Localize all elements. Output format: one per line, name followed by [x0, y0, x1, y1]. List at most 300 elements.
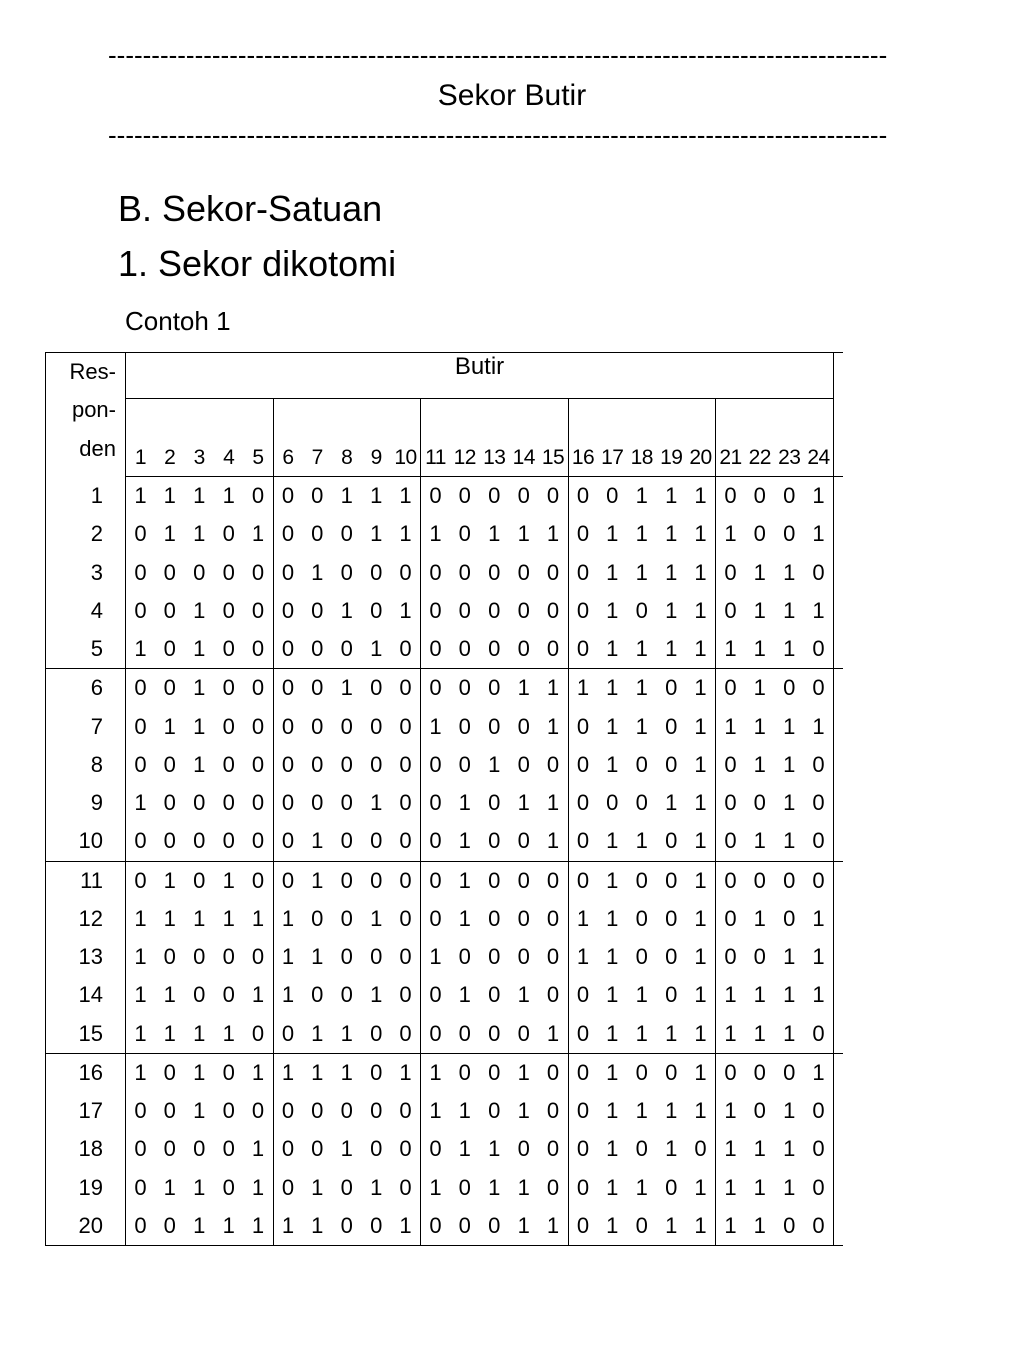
score-cell: 0: [163, 828, 176, 854]
score-cell: 0: [716, 1053, 746, 1092]
score-cell: 1: [222, 905, 235, 931]
score-cell: 1: [421, 938, 451, 976]
score-cell: 0: [627, 861, 657, 900]
score-cell: 0: [783, 521, 796, 547]
table-row: [46, 1015, 843, 1054]
score-cell: 0: [421, 976, 451, 1014]
score-cell: 0: [458, 597, 471, 623]
item-number-header: 22: [745, 439, 775, 477]
table-row: [46, 1092, 843, 1130]
score-cell: 0: [273, 861, 303, 900]
item-number-header: 1: [126, 439, 156, 477]
score-cell: 0: [568, 746, 598, 784]
item-number-header: 2: [155, 439, 185, 477]
score-cell: 0: [421, 669, 451, 708]
score-cell: 1: [311, 559, 324, 585]
table-edge: [834, 784, 843, 822]
table-edge: [834, 1207, 843, 1246]
table-row: [46, 1207, 843, 1246]
score-cell: 0: [362, 861, 392, 900]
score-cell: 1: [568, 938, 598, 976]
score-cell: 0: [421, 592, 451, 630]
item-number-header: 18: [627, 439, 657, 477]
score-cell: 0: [399, 790, 412, 816]
score-cell: 0: [488, 597, 501, 623]
score-cell: 1: [812, 944, 825, 970]
score-cell: 1: [488, 751, 501, 777]
respondent-header-line: den: [79, 435, 116, 461]
score-cell: 1: [753, 905, 766, 931]
score-cell: 1: [163, 982, 176, 1008]
score-cell: 1: [458, 790, 471, 816]
score-cell: 0: [716, 477, 746, 516]
score-cell: 0: [193, 790, 206, 816]
score-cell: 1: [753, 559, 766, 585]
score-cell: 1: [635, 521, 648, 547]
score-cell: 0: [421, 784, 451, 822]
score-cell: 0: [311, 483, 324, 509]
score-cell: 0: [716, 592, 746, 630]
table-edge: [834, 515, 843, 553]
score-cell: 1: [606, 559, 619, 585]
table-row: [46, 669, 843, 708]
score-cell: 0: [665, 751, 678, 777]
score-cell: 1: [421, 515, 451, 553]
score-cell: 1: [665, 597, 678, 623]
score-cell: 1: [303, 1207, 333, 1246]
score-cell: 1: [783, 1174, 796, 1200]
score-cell: 1: [783, 982, 796, 1008]
respondent-number: 1: [46, 477, 126, 516]
score-cell: 0: [546, 1098, 560, 1124]
dashed-rule-bottom: ------------------------------------------------------------------------------------------: [108, 120, 888, 150]
score-cell: 0: [716, 554, 746, 592]
score-cell: 1: [539, 669, 569, 708]
score-cell: 0: [568, 1130, 598, 1168]
score-cell: 0: [568, 1207, 598, 1246]
score-cell: 0: [251, 713, 265, 739]
score-cell: 0: [222, 828, 235, 854]
score-cell: 0: [568, 1015, 598, 1054]
score-cell: 1: [716, 515, 746, 553]
score-cell: 0: [273, 477, 303, 516]
header-spacer: [627, 399, 657, 440]
respondent-header: [46, 353, 126, 477]
score-cell: 1: [568, 669, 598, 708]
header-spacer: [598, 399, 628, 440]
table-edge: [834, 976, 843, 1014]
score-cell: 0: [340, 521, 353, 547]
score-cell: 0: [488, 905, 501, 931]
table-edge: [834, 708, 843, 746]
score-cell: 0: [753, 483, 766, 509]
score-cell: 0: [126, 861, 156, 900]
score-cell: 1: [244, 1207, 274, 1246]
score-cell: 0: [391, 861, 421, 900]
score-cell: 0: [222, 790, 235, 816]
score-cell: 0: [753, 944, 766, 970]
score-cell: 0: [450, 669, 480, 708]
score-cell: 0: [399, 828, 412, 854]
score-cell: 0: [568, 822, 598, 861]
score-cell: 1: [606, 944, 619, 970]
score-cell: 1: [665, 483, 678, 509]
score-cell: 0: [665, 1174, 678, 1200]
score-cell: 0: [399, 1174, 412, 1200]
score-cell: 1: [546, 713, 560, 739]
score-cell: 1: [598, 669, 628, 708]
score-cell: 0: [311, 751, 324, 777]
score-cell: 0: [251, 1098, 265, 1124]
score-cell: 0: [222, 944, 235, 970]
score-cell: 1: [332, 669, 362, 708]
score-cell: 0: [340, 944, 353, 970]
score-cell: 0: [568, 784, 598, 822]
score-cell: 0: [155, 1207, 185, 1246]
score-cell: 0: [546, 751, 560, 777]
score-cell: 1: [488, 521, 501, 547]
score-cell: 0: [163, 751, 176, 777]
score-cell: 0: [627, 1053, 657, 1092]
score-cell: 0: [303, 669, 333, 708]
score-cell: 1: [745, 1207, 775, 1246]
score-cell: 0: [716, 861, 746, 900]
header-spacer: [716, 399, 746, 440]
table-row: [46, 477, 843, 516]
score-cell: 1: [686, 669, 716, 708]
score-cell: 0: [362, 1053, 392, 1092]
table-row: [46, 900, 843, 938]
respondent-number: 2: [46, 515, 126, 553]
score-cell: 1: [783, 1136, 796, 1162]
score-cell: 1: [134, 905, 147, 931]
score-cell: 0: [812, 636, 825, 662]
table-edge: [834, 439, 843, 477]
score-cell: 0: [657, 669, 687, 708]
table-edge: [834, 592, 843, 630]
score-cell: 1: [753, 636, 766, 662]
item-number-header: 11: [421, 439, 451, 477]
score-cell: 0: [163, 1136, 176, 1162]
score-cell: 0: [753, 521, 766, 547]
score-cell: 1: [606, 636, 619, 662]
score-cell: 0: [421, 822, 451, 861]
score-cell: 1: [311, 1174, 324, 1200]
score-cell: 0: [391, 669, 421, 708]
score-cell: 1: [716, 1092, 746, 1130]
score-cell: 0: [222, 751, 235, 777]
score-cell: 0: [635, 790, 648, 816]
score-cell: 0: [185, 861, 215, 900]
score-cell: 1: [193, 751, 206, 777]
score-cell: 0: [606, 790, 619, 816]
score-cell: 0: [716, 784, 746, 822]
header-spacer: [745, 399, 775, 440]
score-cell: 0: [273, 515, 303, 553]
table-edge: [834, 399, 843, 440]
score-cell: 0: [273, 746, 303, 784]
score-cell: 1: [665, 521, 678, 547]
score-cell: 1: [783, 597, 796, 623]
score-cell: 1: [598, 861, 628, 900]
score-cell: 0: [163, 944, 176, 970]
score-cell: 1: [635, 1020, 648, 1046]
score-cell: 1: [716, 630, 746, 669]
score-cell: 1: [694, 1174, 707, 1200]
score-cell: 0: [370, 751, 383, 777]
score-cell: 1: [193, 1098, 206, 1124]
score-cell: 1: [193, 483, 206, 509]
score-cell: 1: [635, 1174, 648, 1200]
score-cell: 1: [517, 1098, 530, 1124]
score-cell: 1: [694, 559, 707, 585]
item-number-header: 9: [362, 439, 392, 477]
header-spacer: [686, 399, 716, 440]
score-cell: 0: [251, 636, 265, 662]
score-cell: 0: [163, 790, 176, 816]
table-edge: [834, 669, 843, 708]
score-cell: 1: [134, 790, 147, 816]
score-cell: 1: [370, 1174, 383, 1200]
score-cell: 0: [370, 1098, 383, 1124]
score-cell: 0: [370, 1136, 383, 1162]
score-cell: 1: [303, 861, 333, 900]
score-cell: 1: [517, 1174, 530, 1200]
score-cell: 0: [568, 1053, 598, 1092]
score-cell: 0: [568, 1092, 598, 1130]
score-cell: 1: [399, 483, 412, 509]
header-spacer: [421, 399, 451, 440]
score-cell: 1: [694, 905, 707, 931]
score-cell: 0: [665, 982, 678, 1008]
score-cell: 0: [134, 521, 147, 547]
table-edge: [834, 938, 843, 976]
item-number-header: 20: [686, 439, 716, 477]
score-cell: 1: [694, 636, 707, 662]
score-cell: 0: [251, 483, 265, 509]
score-cell: 0: [370, 1020, 383, 1046]
score-cell: 0: [251, 751, 265, 777]
header-spacer: [303, 399, 333, 440]
score-cell: 0: [311, 713, 324, 739]
score-cell: 0: [273, 1092, 303, 1130]
score-cell: 1: [753, 982, 766, 1008]
score-cell: 0: [134, 559, 147, 585]
score-cell: 1: [694, 1020, 707, 1046]
section-heading: B. Sekor-Satuan: [118, 188, 383, 229]
score-cell: 0: [421, 554, 451, 592]
score-cell: 1: [694, 521, 707, 547]
score-cell: 1: [251, 521, 265, 547]
score-cell: 0: [480, 669, 510, 708]
score-cell: 0: [214, 669, 244, 708]
score-cell: 0: [546, 944, 560, 970]
score-cell: 1: [694, 790, 707, 816]
score-cell: 0: [488, 636, 501, 662]
score-cell: 0: [273, 1130, 303, 1168]
score-cell: 1: [635, 828, 648, 854]
respondent-number: 13: [46, 938, 126, 976]
item-number-header: 15: [539, 439, 569, 477]
score-cell: 0: [517, 944, 530, 970]
score-cell: 1: [517, 521, 530, 547]
score-cell: 1: [627, 669, 657, 708]
score-cell: 1: [783, 1020, 796, 1046]
score-cell: 0: [421, 1207, 451, 1246]
score-cell: 1: [458, 1098, 471, 1124]
score-cell: 0: [812, 559, 825, 585]
score-cell: 0: [458, 944, 471, 970]
score-cell: 1: [812, 521, 825, 547]
score-cell: 0: [251, 1020, 265, 1046]
score-cell: 0: [193, 982, 206, 1008]
score-cell: 0: [539, 861, 569, 900]
score-cell: 0: [716, 669, 746, 708]
table-row: [46, 822, 843, 861]
score-cell: 1: [134, 982, 147, 1008]
score-cell: 0: [222, 559, 235, 585]
table-edge: [834, 746, 843, 784]
score-cell: 1: [222, 1020, 235, 1046]
score-cell: 1: [391, 1207, 421, 1246]
score-cell: 1: [193, 713, 206, 739]
score-cell: 1: [273, 938, 303, 976]
score-cell: 0: [273, 822, 303, 861]
score-cell: 1: [783, 944, 796, 970]
score-cell: 0: [804, 1207, 834, 1246]
score-cell: 1: [606, 713, 619, 739]
score-cell: 0: [783, 905, 796, 931]
score-cell: 1: [421, 708, 451, 746]
score-cell: 1: [134, 636, 147, 662]
page-title: Sekor Butir: [437, 79, 587, 112]
score-cell: 0: [273, 554, 303, 592]
score-cell: 0: [163, 559, 176, 585]
score-cell: 0: [273, 669, 303, 708]
score-cell: 0: [627, 1207, 657, 1246]
score-cell: 0: [273, 592, 303, 630]
respondent-number: 8: [46, 746, 126, 784]
score-cell: 1: [753, 1136, 766, 1162]
score-cell: 1: [421, 1053, 451, 1092]
score-cell: 0: [488, 483, 501, 509]
item-number-header: 4: [214, 439, 244, 477]
score-cell: 1: [546, 1020, 560, 1046]
score-cell: 0: [517, 751, 530, 777]
score-cell: 1: [134, 1020, 147, 1046]
item-number-header: 16: [568, 439, 598, 477]
score-cell: 1: [185, 1053, 215, 1092]
score-cell: 0: [222, 1098, 235, 1124]
score-cell: 1: [686, 1207, 716, 1246]
score-cell: 1: [694, 1098, 707, 1124]
score-cell: 1: [694, 828, 707, 854]
header-spacer: [568, 399, 598, 440]
score-cell: 0: [163, 1098, 176, 1124]
score-cell: 1: [340, 1136, 353, 1162]
score-cell: 0: [134, 828, 147, 854]
score-cell: 1: [251, 905, 265, 931]
score-cell: 1: [812, 905, 825, 931]
score-cell: 0: [222, 636, 235, 662]
score-cell: 0: [812, 790, 825, 816]
score-cell: 0: [546, 483, 560, 509]
score-cell: 0: [716, 900, 746, 938]
score-cell: 1: [193, 1174, 206, 1200]
score-cell: 1: [606, 1020, 619, 1046]
score-cell: 1: [251, 982, 265, 1008]
respondent-header-line: Res-: [69, 359, 116, 384]
score-cell: 0: [273, 784, 303, 822]
score-cell: 1: [812, 713, 825, 739]
header-spacer: [509, 399, 539, 440]
score-cell: 0: [568, 630, 598, 669]
table-row: [46, 630, 843, 669]
score-cell: 0: [546, 905, 560, 931]
respondent-number: 11: [46, 861, 126, 900]
score-cell: 0: [222, 1174, 235, 1200]
respondent-number: 14: [46, 976, 126, 1014]
score-cell: 1: [222, 483, 235, 509]
score-cell: 0: [163, 597, 176, 623]
table-row: [46, 861, 843, 900]
score-cell: 0: [251, 559, 265, 585]
score-cell: 0: [665, 905, 678, 931]
score-cell: 1: [488, 1174, 501, 1200]
score-cell: 0: [332, 861, 362, 900]
example-label: Contoh 1: [125, 306, 231, 336]
respondent-number: 4: [46, 592, 126, 630]
score-cell: 1: [509, 669, 539, 708]
score-cell: 1: [458, 828, 471, 854]
score-cell: 1: [546, 828, 560, 854]
header-spacer: [480, 399, 510, 440]
item-number-header: 10: [391, 439, 421, 477]
score-cell: 1: [244, 1053, 274, 1092]
score-cell: 0: [126, 1207, 156, 1246]
score-cell: 0: [812, 828, 825, 854]
respondent-number: 16: [46, 1053, 126, 1092]
score-cell: 0: [804, 669, 834, 708]
score-cell: 0: [155, 1053, 185, 1092]
score-cell: 1: [370, 790, 383, 816]
score-cell: 0: [517, 483, 530, 509]
score-cell: 1: [783, 636, 796, 662]
header-spacer: [244, 399, 274, 440]
score-cell: 1: [598, 1207, 628, 1246]
table-row: [46, 1169, 843, 1207]
score-cell: 0: [222, 1136, 235, 1162]
score-cell: 0: [399, 905, 412, 931]
table-row: [46, 592, 843, 630]
score-cell: 0: [193, 944, 206, 970]
score-cell: 0: [488, 828, 501, 854]
table-row: [46, 746, 843, 784]
score-cell: 0: [458, 483, 471, 509]
score-cell: 1: [155, 861, 185, 900]
score-cell: 1: [606, 828, 619, 854]
score-cell: 1: [399, 597, 412, 623]
score-cell: 1: [694, 483, 707, 509]
item-number-header: 19: [657, 439, 687, 477]
score-cell: 0: [546, 636, 560, 662]
score-cell: 0: [635, 1136, 648, 1162]
score-cell: 0: [488, 559, 501, 585]
score-cell: 0: [568, 592, 598, 630]
score-cell: 0: [665, 713, 678, 739]
score-cell: 1: [606, 1098, 619, 1124]
score-cell: 1: [804, 1053, 834, 1092]
